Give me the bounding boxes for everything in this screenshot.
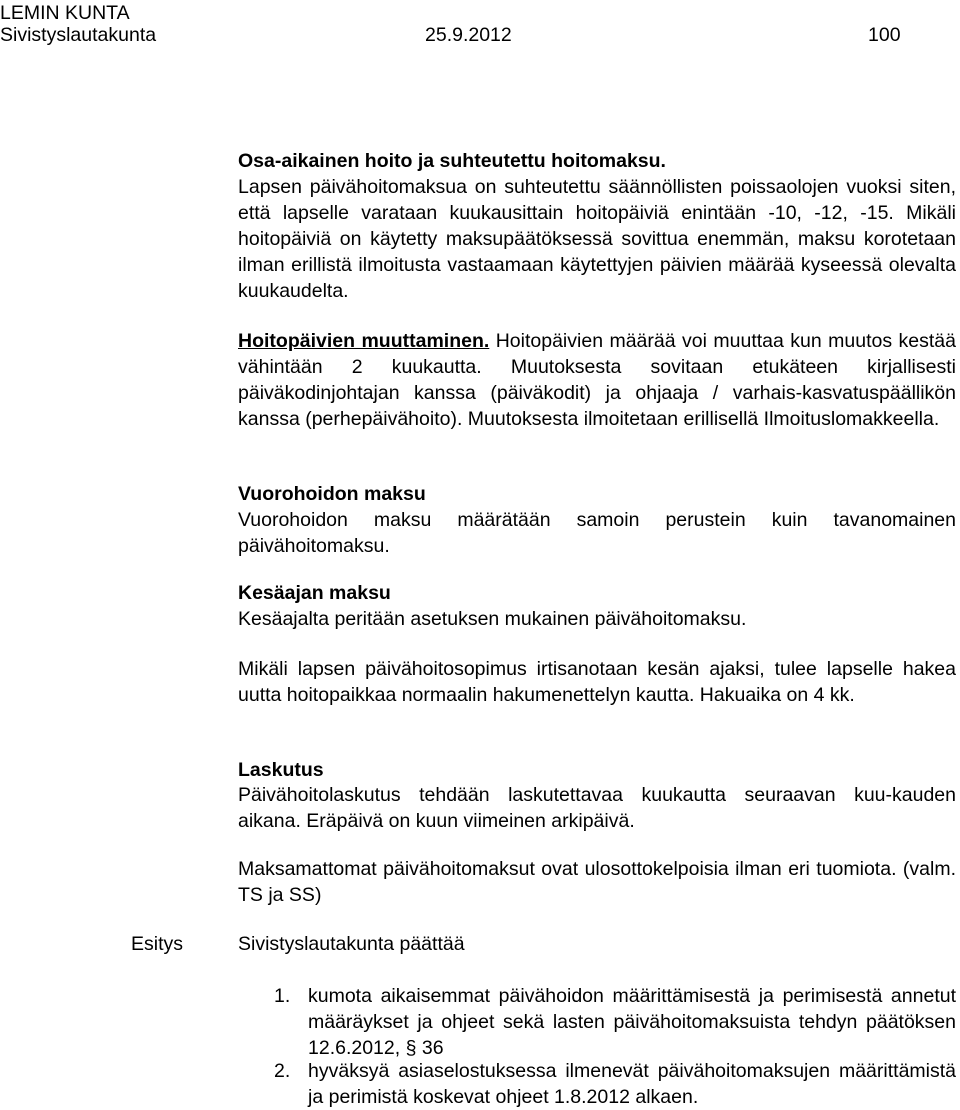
section-text-kesaaika: Kesäajalta peritään asetuksen mukainen päivähoitomaksu. <box>238 608 747 630</box>
section-heading-kesaaika: Kesäajan maksu <box>238 582 391 604</box>
section-heading-osa-aikainen: Osa-aikainen hoito ja suhteutettu hoitomaksu. <box>238 150 666 172</box>
organization-name: LEMIN KUNTA <box>0 2 130 24</box>
proposal-intro: Sivistyslautakunta päättää <box>238 933 465 955</box>
section-muuttaminen <box>238 328 956 432</box>
page-number: 100 <box>868 24 901 46</box>
section-text-laskutus: Päivähoitolaskutus tehdään laskutettavaa kuukautta seuraavan kuu-kauden aikana. Eräpäivä on kuun viimeinen arkipäivä. <box>238 784 956 832</box>
board-name: Sivistyslautakunta <box>0 24 157 46</box>
document-body <box>238 0 956 1108</box>
section-text-vuorohoito: Vuorohoidon maksu määrätään samoin perustein kuin tavanomainen päivähoitomaksu. <box>238 509 956 557</box>
proposal-label: Esitys <box>131 933 184 955</box>
list-item-text: hyväksyä asiaselostuksessa ilmenevät päivähoitomaksujen määrittämistä ja perimistä koskevat ohjeet 1.8.2012 alkaen. <box>308 1060 956 1108</box>
section-text-muuttaminen: Hoitopäivien määrää voi muuttaa kun muutos kestää vähintään 2 kuukautta. Muutoksesta sovitaan etukäteen kirjallisesti päiväkodinjohtajan kanssa (päiväkodit) ja ohjaaja / varhais-kasvatuspäällikön kanssa (perhepäivähoito). Muutoksesta ilmoitetaan erillisellä Ilmoituslomakkeella. <box>238 330 956 430</box>
section-text-irtisanominen: Mikäli lapsen päivähoitosopimus irtisanotaan kesän ajaksi, tulee lapselle hakea uutta hoitopaikkaa normaalin hakumenettelyn kautta. Hakuaika on 4 kk. <box>238 658 956 706</box>
section-text-maksamattomat: Maksamattomat päivähoitomaksut ovat ulosottokelpoisia ilman eri tuomiota. (valm. TS ja SS) <box>238 858 956 906</box>
section-text-osa-aikainen: Lapsen päivähoitomaksua on suhteutettu säännöllisten poissaolojen vuoksi siten, että lapselle varataan kuukausittain hoitopäiviä enintään -10, -12, -15. Mikäli hoitopäiviä on käytetty maksupäätöksessä sovittua enemmän, maksu korotetaan ilman erillistä ilmoitusta vastaamaan käytettyjen päivien määrää kyseessä olevalta kuukaudelta. <box>238 176 956 302</box>
list-item-text: kumota aikaisemmat päivähoidon määrittämisestä ja perimisestä annetut määräykset ja ohjeet sekä lasten päivähoitomaksuista tehdyn päätöksen 12.6.2012, § 36 <box>308 985 956 1059</box>
section-heading-vuorohoito: Vuorohoidon maksu <box>238 483 426 505</box>
list-item-number: 2. <box>274 1060 291 1082</box>
decision-list <box>274 983 956 1108</box>
section-heading-laskutus: Laskutus <box>238 759 324 781</box>
meeting-date: 25.9.2012 <box>425 24 512 46</box>
section-heading-muuttaminen: Hoitopäivien muuttaminen. <box>238 330 490 352</box>
list-item-number: 1. <box>274 985 291 1007</box>
